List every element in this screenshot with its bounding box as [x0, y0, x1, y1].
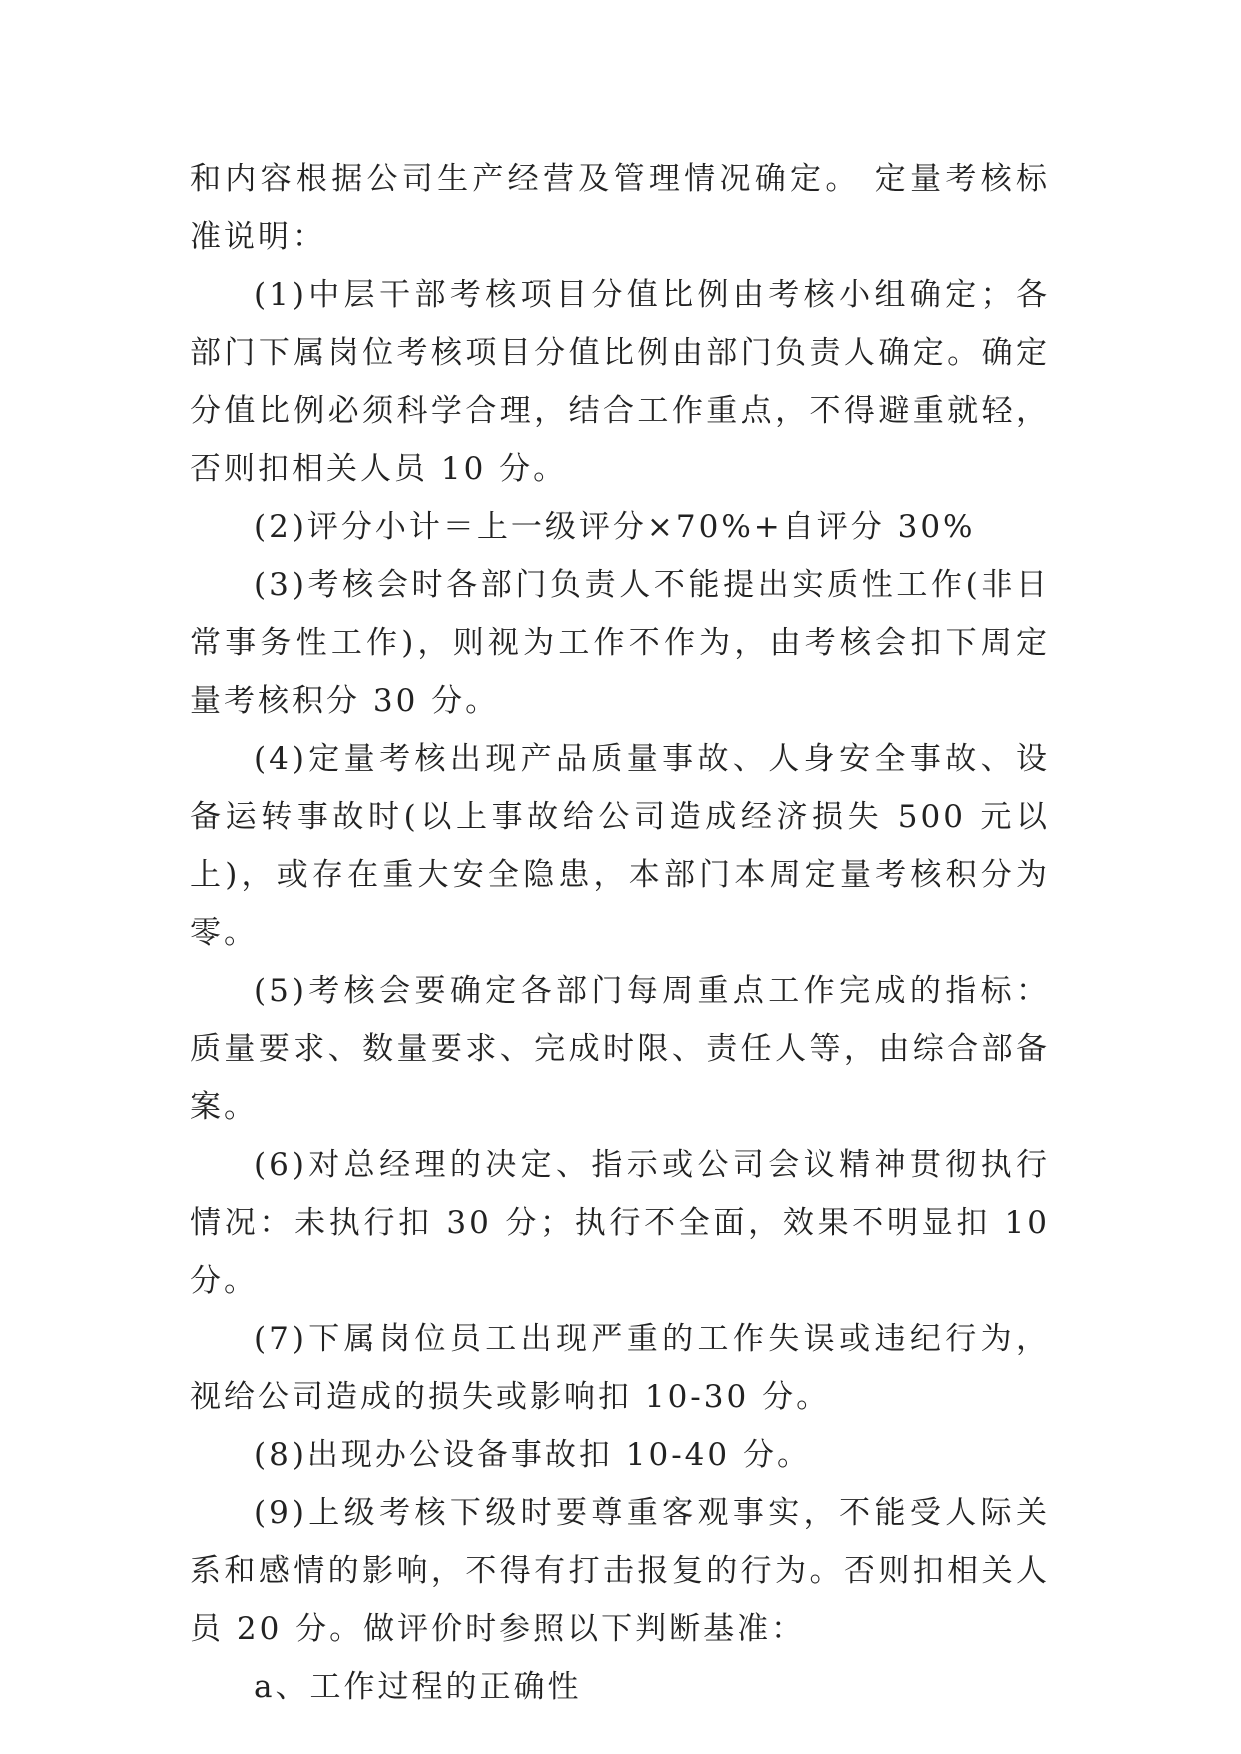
- paragraph-item-7: (7)下属岗位员工出现严重的工作失误或违纪行为，视给公司造成的损失或影响扣 10-30 分。: [190, 1321, 1050, 1415]
- document-body: [190, 150, 1050, 1716]
- paragraph-intro: 和内容根据公司生产经营及管理情况确定。 定量考核标准说明：: [190, 161, 1050, 255]
- paragraph-item-1: (1)中层干部考核项目分值比例由考核小组确定；各部门下属岗位考核项目分值比例由部门负责人确定。确定分值比例必须科学合理，结合工作重点，不得避重就轻，否则扣相关人员 10 分。: [190, 277, 1050, 487]
- paragraph-item-9: (9)上级考核下级时要尊重客观事实，不能受人际关系和感情的影响，不得有打击报复的行为。否则扣相关人员 20 分。做评价时参照以下判断基准：: [190, 1495, 1050, 1647]
- paragraph-item-8: (8)出现办公设备事故扣 10-40 分。: [254, 1437, 811, 1473]
- paragraph-item-2: (2)评分小计＝上一级评分×70%+自评分 30%: [254, 509, 976, 545]
- paragraph-item-5: (5)考核会要确定各部门每周重点工作完成的指标：质量要求、数量要求、完成时限、责任人等，由综合部备案。: [190, 973, 1050, 1125]
- paragraph-item-4: (4)定量考核出现产品质量事故、人身安全事故、设备运转事故时(以上事故给公司造成经济损失 500 元以上)，或存在重大安全隐患，本部门本周定量考核积分为零。: [190, 741, 1050, 951]
- paragraph-item-6: (6)对总经理的决定、指示或公司会议精神贯彻执行情况：未执行扣 30 分；执行不全面，效果不明显扣 10 分。: [190, 1147, 1050, 1299]
- paragraph-item-a: a、工作过程的正确性: [254, 1669, 582, 1705]
- paragraph-item-3: (3)考核会时各部门负责人不能提出实质性工作(非日常事务性工作)，则视为工作不作为，由考核会扣下周定量考核积分 30 分。: [190, 567, 1050, 719]
